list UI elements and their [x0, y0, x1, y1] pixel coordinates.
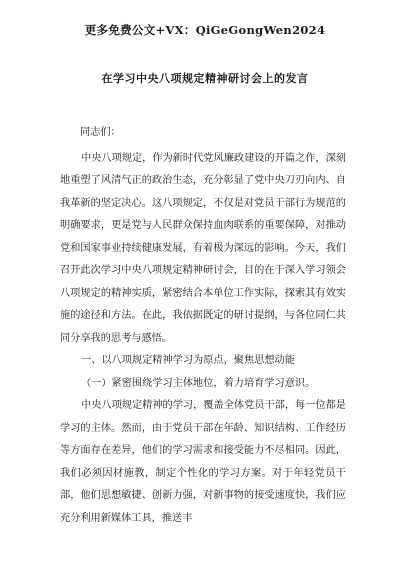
- subsection-heading: （一）紧密围绕学习主体地位，着力培育学习意识。: [81, 377, 316, 389]
- watermark-text: 更多免费公文+VX：QiGeGongWen2024: [84, 23, 326, 37]
- paragraph-intro: 中央八项规定，作为新时代党风廉政建设的开篇之作，深刻地重塑了风清气正的政治生态，充分彰显了党中央刀刃向内、自我革新的坚定决心。这八项规定，不仅是对党员干部行为规范的明确要求，更是党与人民群众保持血肉联系的重要保障，对推动党和国家事业持续健康发展，有着极为深远的影响。今天，我们召开此次学习中央八项规定精神研讨会，目的在于深入学习领会八项规定的精神实质，紧密结合本单位工作实际，探索其有效实施的途径和方法。在此，我依据既定的研讨提纲，与各位同仁共同分享我的思考与感悟。: [60, 152, 346, 344]
- paragraph-body: 中央八项规定精神的学习，覆盖全体党员干部，每一位都是学习的主体。然而，由于党员干部在年龄、知识结构、工作经历等方面存在差异，他们的学习需求和接受能力不尽相同。因此，我们必须因材施教，制定个性化的学习方案。对于年轻党员干部，他们思想敏捷、创新力强，对新事物的接受速度快，我们应充分利用新媒体工具，推送丰: [60, 400, 346, 524]
- section-heading: 一、以八项规定精神学习为原点，聚焦思想动能: [81, 355, 295, 366]
- salutation: 同志们：: [80, 127, 121, 138]
- document-title: 在学习中央八项规定精神研讨会上的发言: [101, 72, 309, 85]
- document-body: [60, 122, 346, 530]
